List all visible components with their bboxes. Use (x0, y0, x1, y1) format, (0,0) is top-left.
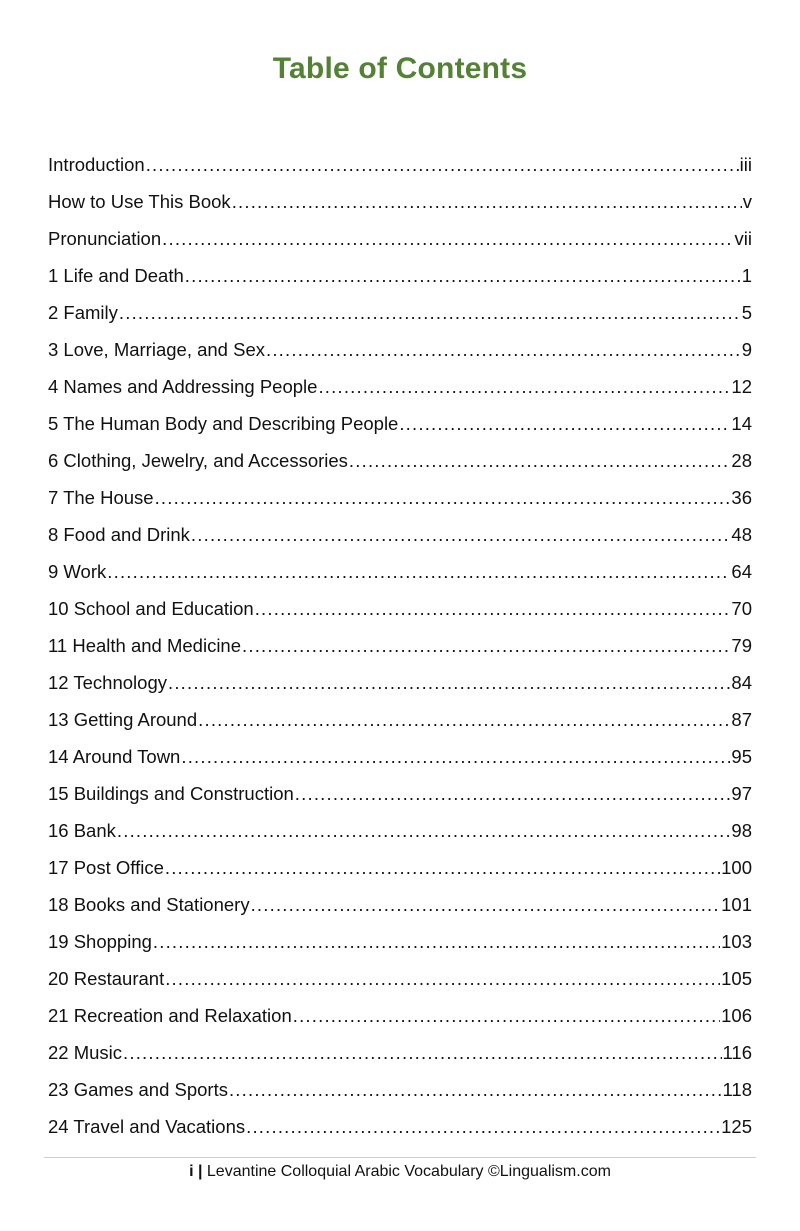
page-footer (0, 1161, 800, 1183)
toc-entry[interactable] (48, 516, 752, 553)
toc-dot-leader (295, 775, 731, 812)
toc-dot-leader (181, 738, 730, 775)
toc-entry[interactable] (48, 331, 752, 368)
toc-entry[interactable] (48, 590, 752, 627)
toc-entry[interactable] (48, 368, 752, 405)
toc-entry-label: 10 School and Education (48, 598, 254, 619)
toc-entry[interactable] (48, 849, 752, 886)
toc-dot-leader (123, 1034, 721, 1071)
toc-entry-page: 28 (731, 450, 752, 471)
toc-dot-leader (107, 553, 730, 590)
toc-dot-leader (229, 1071, 722, 1108)
toc-dot-leader (119, 294, 741, 331)
toc-dot-leader (349, 442, 731, 479)
toc-entry-label: 6 Clothing, Jewelry, and Accessories (48, 450, 348, 471)
footer-page-number: i (189, 1163, 194, 1180)
toc-entry-label: 16 Bank (48, 820, 116, 841)
toc-entry-page: 87 (731, 709, 752, 730)
toc-entry-page: 1 (741, 265, 752, 286)
toc-dot-leader (155, 479, 731, 516)
toc-entry-page: 70 (731, 598, 752, 619)
toc-dot-leader (399, 405, 730, 442)
toc-entry-label: 7 The House (48, 487, 154, 508)
toc-entry-page: 98 (731, 820, 752, 841)
toc-entry[interactable] (48, 442, 752, 479)
toc-dot-leader (146, 146, 739, 183)
toc-entry-label: 11 Health and Medicine (48, 635, 242, 656)
toc-entry-page: 48 (731, 524, 752, 545)
toc-entry[interactable] (48, 886, 752, 923)
toc-entry-label: 13 Getting Around (48, 709, 198, 730)
toc-dot-leader (266, 331, 741, 368)
toc-dot-leader (232, 183, 742, 220)
toc-entry-page: 125 (721, 1116, 752, 1137)
toc-entry-page: vii (734, 228, 752, 249)
toc-entry[interactable] (48, 405, 752, 442)
toc-entry-label: 1 Life and Death (48, 265, 184, 286)
toc-entry-page: 106 (721, 1005, 752, 1026)
toc-entry[interactable] (48, 220, 752, 257)
toc-entry-label: 2 Family (48, 302, 118, 323)
toc-entry[interactable] (48, 664, 752, 701)
toc-entry-page: 95 (731, 746, 752, 767)
toc-entry[interactable] (48, 479, 752, 516)
footer-divider (44, 1157, 756, 1158)
toc-dot-leader (165, 960, 720, 997)
footer-text: Levantine Colloquial Arabic Vocabulary ©Lingualism.com (206, 1163, 611, 1180)
toc-dot-leader (117, 812, 731, 849)
toc-dot-leader (191, 516, 731, 553)
toc-entry-label: 8 Food and Drink (48, 524, 190, 545)
toc-dot-leader (246, 1108, 720, 1145)
toc-entry-page: 84 (731, 672, 752, 693)
toc-entry-page: 116 (722, 1042, 752, 1063)
toc-dot-leader (153, 923, 720, 960)
toc-entry-label: 12 Technology (48, 672, 167, 693)
toc-entry-page: 64 (731, 561, 752, 582)
toc-entry-label: 20 Restaurant (48, 968, 165, 989)
toc-entry-label: 19 Shopping (48, 931, 152, 952)
toc-entry-label: 3 Love, Marriage, and Sex (48, 339, 265, 360)
toc-entry[interactable] (48, 294, 752, 331)
toc-dot-leader (198, 701, 730, 738)
toc-entry-label: Introduction (48, 154, 145, 175)
toc-entry-page: 105 (721, 968, 752, 989)
toc-entry[interactable] (48, 812, 752, 849)
toc-dot-leader (242, 627, 730, 664)
toc-entry-page: 103 (721, 931, 752, 952)
toc-entry-label: How to Use This Book (48, 191, 231, 212)
toc-entry-page: 101 (721, 894, 752, 915)
toc-entry-label: 24 Travel and Vacations (48, 1116, 246, 1137)
toc-entry-label: 5 The Human Body and Describing People (48, 413, 399, 434)
toc-entry[interactable] (48, 1034, 752, 1071)
toc-entry[interactable] (48, 738, 752, 775)
toc-entry[interactable] (48, 257, 752, 294)
toc-entry[interactable] (48, 997, 752, 1034)
toc-dot-leader (185, 257, 741, 294)
table-of-contents (48, 146, 752, 1145)
toc-entry-label: 18 Books and Stationery (48, 894, 250, 915)
toc-entry-page: 5 (741, 302, 752, 323)
toc-entry[interactable] (48, 701, 752, 738)
toc-entry-page: 100 (721, 857, 752, 878)
toc-entry-label: 4 Names and Addressing People (48, 376, 318, 397)
toc-entry-page: 36 (731, 487, 752, 508)
toc-entry[interactable] (48, 553, 752, 590)
toc-entry[interactable] (48, 1108, 752, 1145)
toc-entry-page: 12 (731, 376, 752, 397)
toc-entry-label: 22 Music (48, 1042, 123, 1063)
toc-entry[interactable] (48, 146, 752, 183)
toc-entry[interactable] (48, 1071, 752, 1108)
toc-entry-label: 23 Games and Sports (48, 1079, 228, 1100)
toc-entry-page: 118 (722, 1079, 752, 1100)
toc-dot-leader (255, 590, 731, 627)
page-title: Table of Contents (272, 52, 528, 85)
toc-entry-page: 97 (731, 783, 752, 804)
toc-entry-label: 15 Buildings and Construction (48, 783, 294, 804)
toc-entry[interactable] (48, 183, 752, 220)
toc-entry-page: 79 (731, 635, 752, 656)
toc-entry[interactable] (48, 775, 752, 812)
toc-dot-leader (165, 849, 720, 886)
toc-entry-page: v (742, 191, 752, 212)
toc-dot-leader (251, 886, 721, 923)
toc-entry-label: Pronunciation (48, 228, 162, 249)
toc-entry-label: 17 Post Office (48, 857, 164, 878)
toc-dot-leader (162, 220, 733, 257)
footer-separator: | (197, 1163, 203, 1180)
toc-entry-label: 14 Around Town (48, 746, 181, 767)
toc-entry-page: iii (739, 154, 752, 175)
toc-entry-page: 9 (741, 339, 752, 360)
toc-entry[interactable] (48, 627, 752, 664)
toc-entry[interactable] (48, 923, 752, 960)
toc-dot-leader (293, 997, 720, 1034)
toc-entry-page: 14 (731, 413, 752, 434)
toc-entry[interactable] (48, 960, 752, 997)
toc-dot-leader (318, 368, 730, 405)
toc-entry-label: 9 Work (48, 561, 107, 582)
toc-entry-label: 21 Recreation and Relaxation (48, 1005, 292, 1026)
toc-dot-leader (168, 664, 730, 701)
